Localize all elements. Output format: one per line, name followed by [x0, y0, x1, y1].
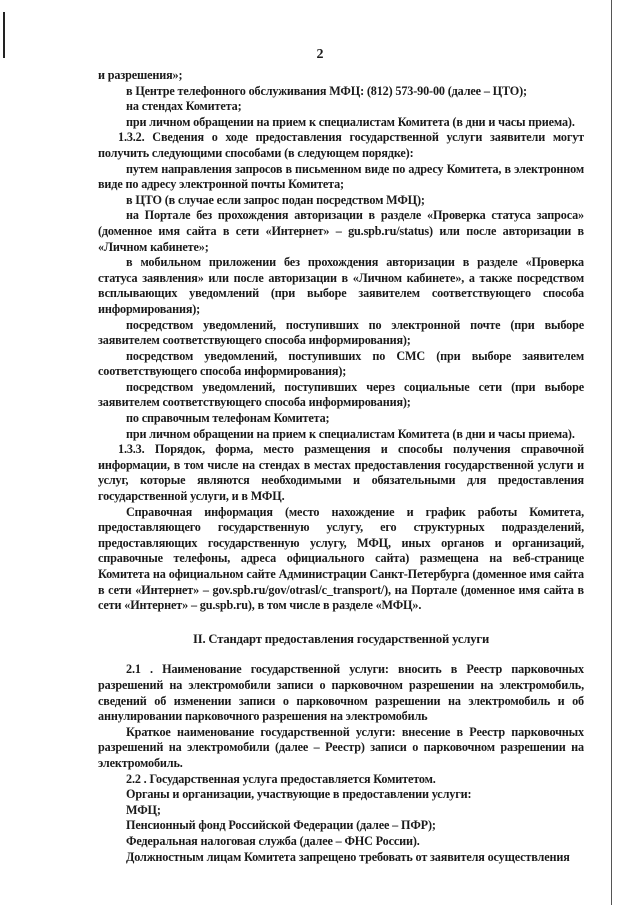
paragraph: 2.1 . Наименование государственной услуги: вносить в Реестр парковочных разрешений на электромобили записи о парковочном разрешении на электромобиль, сведений об изменении записи о парковочном разрешении на электромобиль и об аннулировании парковочного разрешения на электромобиль: [98, 662, 584, 724]
paragraph: Краткое наименование государственной услуги: внесение в Реестр парковочных разрешений на электромобили (далее – Реестр) записи о парковочном разрешении на электромобиль.: [98, 724, 584, 770]
paragraph: Федеральная налоговая служба (далее – ФНС России).: [126, 833, 420, 848]
scan-edge-line: [611, 0, 612, 905]
paragraph: посредством уведомлений, поступивших через социальные сети (при выборе заявителем соответствующего способа информирования);: [98, 379, 584, 410]
paragraph: в ЦТО (в случае если запрос подан посредством МФЦ);: [126, 192, 425, 207]
paragraph: и разрешения»;: [98, 68, 183, 82]
paragraph: 1.3.2. Сведения о ходе предоставления государственной услуги заявители могут получить следующими способами (в следующем порядке):: [98, 130, 584, 160]
page-number: 2: [316, 47, 324, 62]
paragraph: МФЦ;: [126, 802, 161, 817]
paragraph: при личном обращении на прием к специалистам Комитета (в дни и часы приема).: [126, 114, 575, 129]
paragraph: на Портале без прохождения авторизации в разделе «Проверка статуса запроса» (доменное имя сайта в сети «Интернет» – gu.spb.ru/status) или после авторизации в «Личном кабинете»;: [98, 208, 584, 254]
paragraph: в Центре телефонного обслуживания МФЦ: (812) 573-90-00 (далее – ЦТО);: [126, 83, 527, 98]
paragraph: по справочным телефонам Комитета;: [126, 411, 330, 426]
paragraph: посредством уведомлений, поступивших по электронной почте (при выборе заявителем соответствующего способа информирования);: [98, 317, 584, 348]
document-body: [98, 68, 584, 865]
paragraph: 1.3.3. Порядок, форма, место размещения и способы получения справочной информации, в том числе на стендах в местах предоставления государственной услуги и услуг, которые являются необходимыми и обязательными для предоставления государственной услуги, и в МФЦ.: [98, 442, 584, 504]
paragraph: Пенсионный фонд Российской Федерации (далее – ПФР);: [126, 818, 436, 833]
section-heading: II. Стандарт предоставления государственной услуги: [192, 631, 490, 646]
paragraph: при личном обращении на прием к специалистам Комитета (в дни и часы приема).: [126, 426, 575, 441]
paragraph: Органы и организации, участвующие в предоставлении услуги:: [126, 787, 472, 802]
paragraph: посредством уведомлений, поступивших по СМС (при выборе заявителем соответствующего способа информирования);: [98, 348, 584, 379]
paragraph: путем направления запросов в письменном виде по адресу Комитета, в электронном виде по адресу электронной почты Комитета;: [98, 161, 584, 192]
paragraph: Должностным лицам Комитета запрещено требовать от заявителя осуществления: [126, 849, 570, 864]
paragraph: на стендах Комитета;: [126, 99, 242, 114]
paragraph: в мобильном приложении без прохождения авторизации в разделе «Проверка статуса заявления» или после авторизации в «Личном кабинете», а также посредством всплывающих уведомлений (при выборе заявителем соответствующего способа информирования);: [98, 255, 584, 316]
paragraph: Справочная информация (место нахождение и график работы Комитета, предоставляющего государственную услугу, его структурных подразделений, предоставляющих государственную услугу, МФЦ, иных органов и организаций, справочные телефоны, адреса официального сайта) размещена на веб-странице Комитета на официальном сайте Администрации Санкт-Петербурга (доменное имя сайта в сети «Интернет» – gov.spb.ru/gov/otrasl/c_transport/), на Портале (доменное имя сайта в сети «Интернет» – gu.spb.ru), в том числе в разделе «МФЦ».: [98, 504, 584, 613]
paragraph: 2.2 . Государственная услуга предоставляется Комитетом.: [126, 771, 436, 786]
